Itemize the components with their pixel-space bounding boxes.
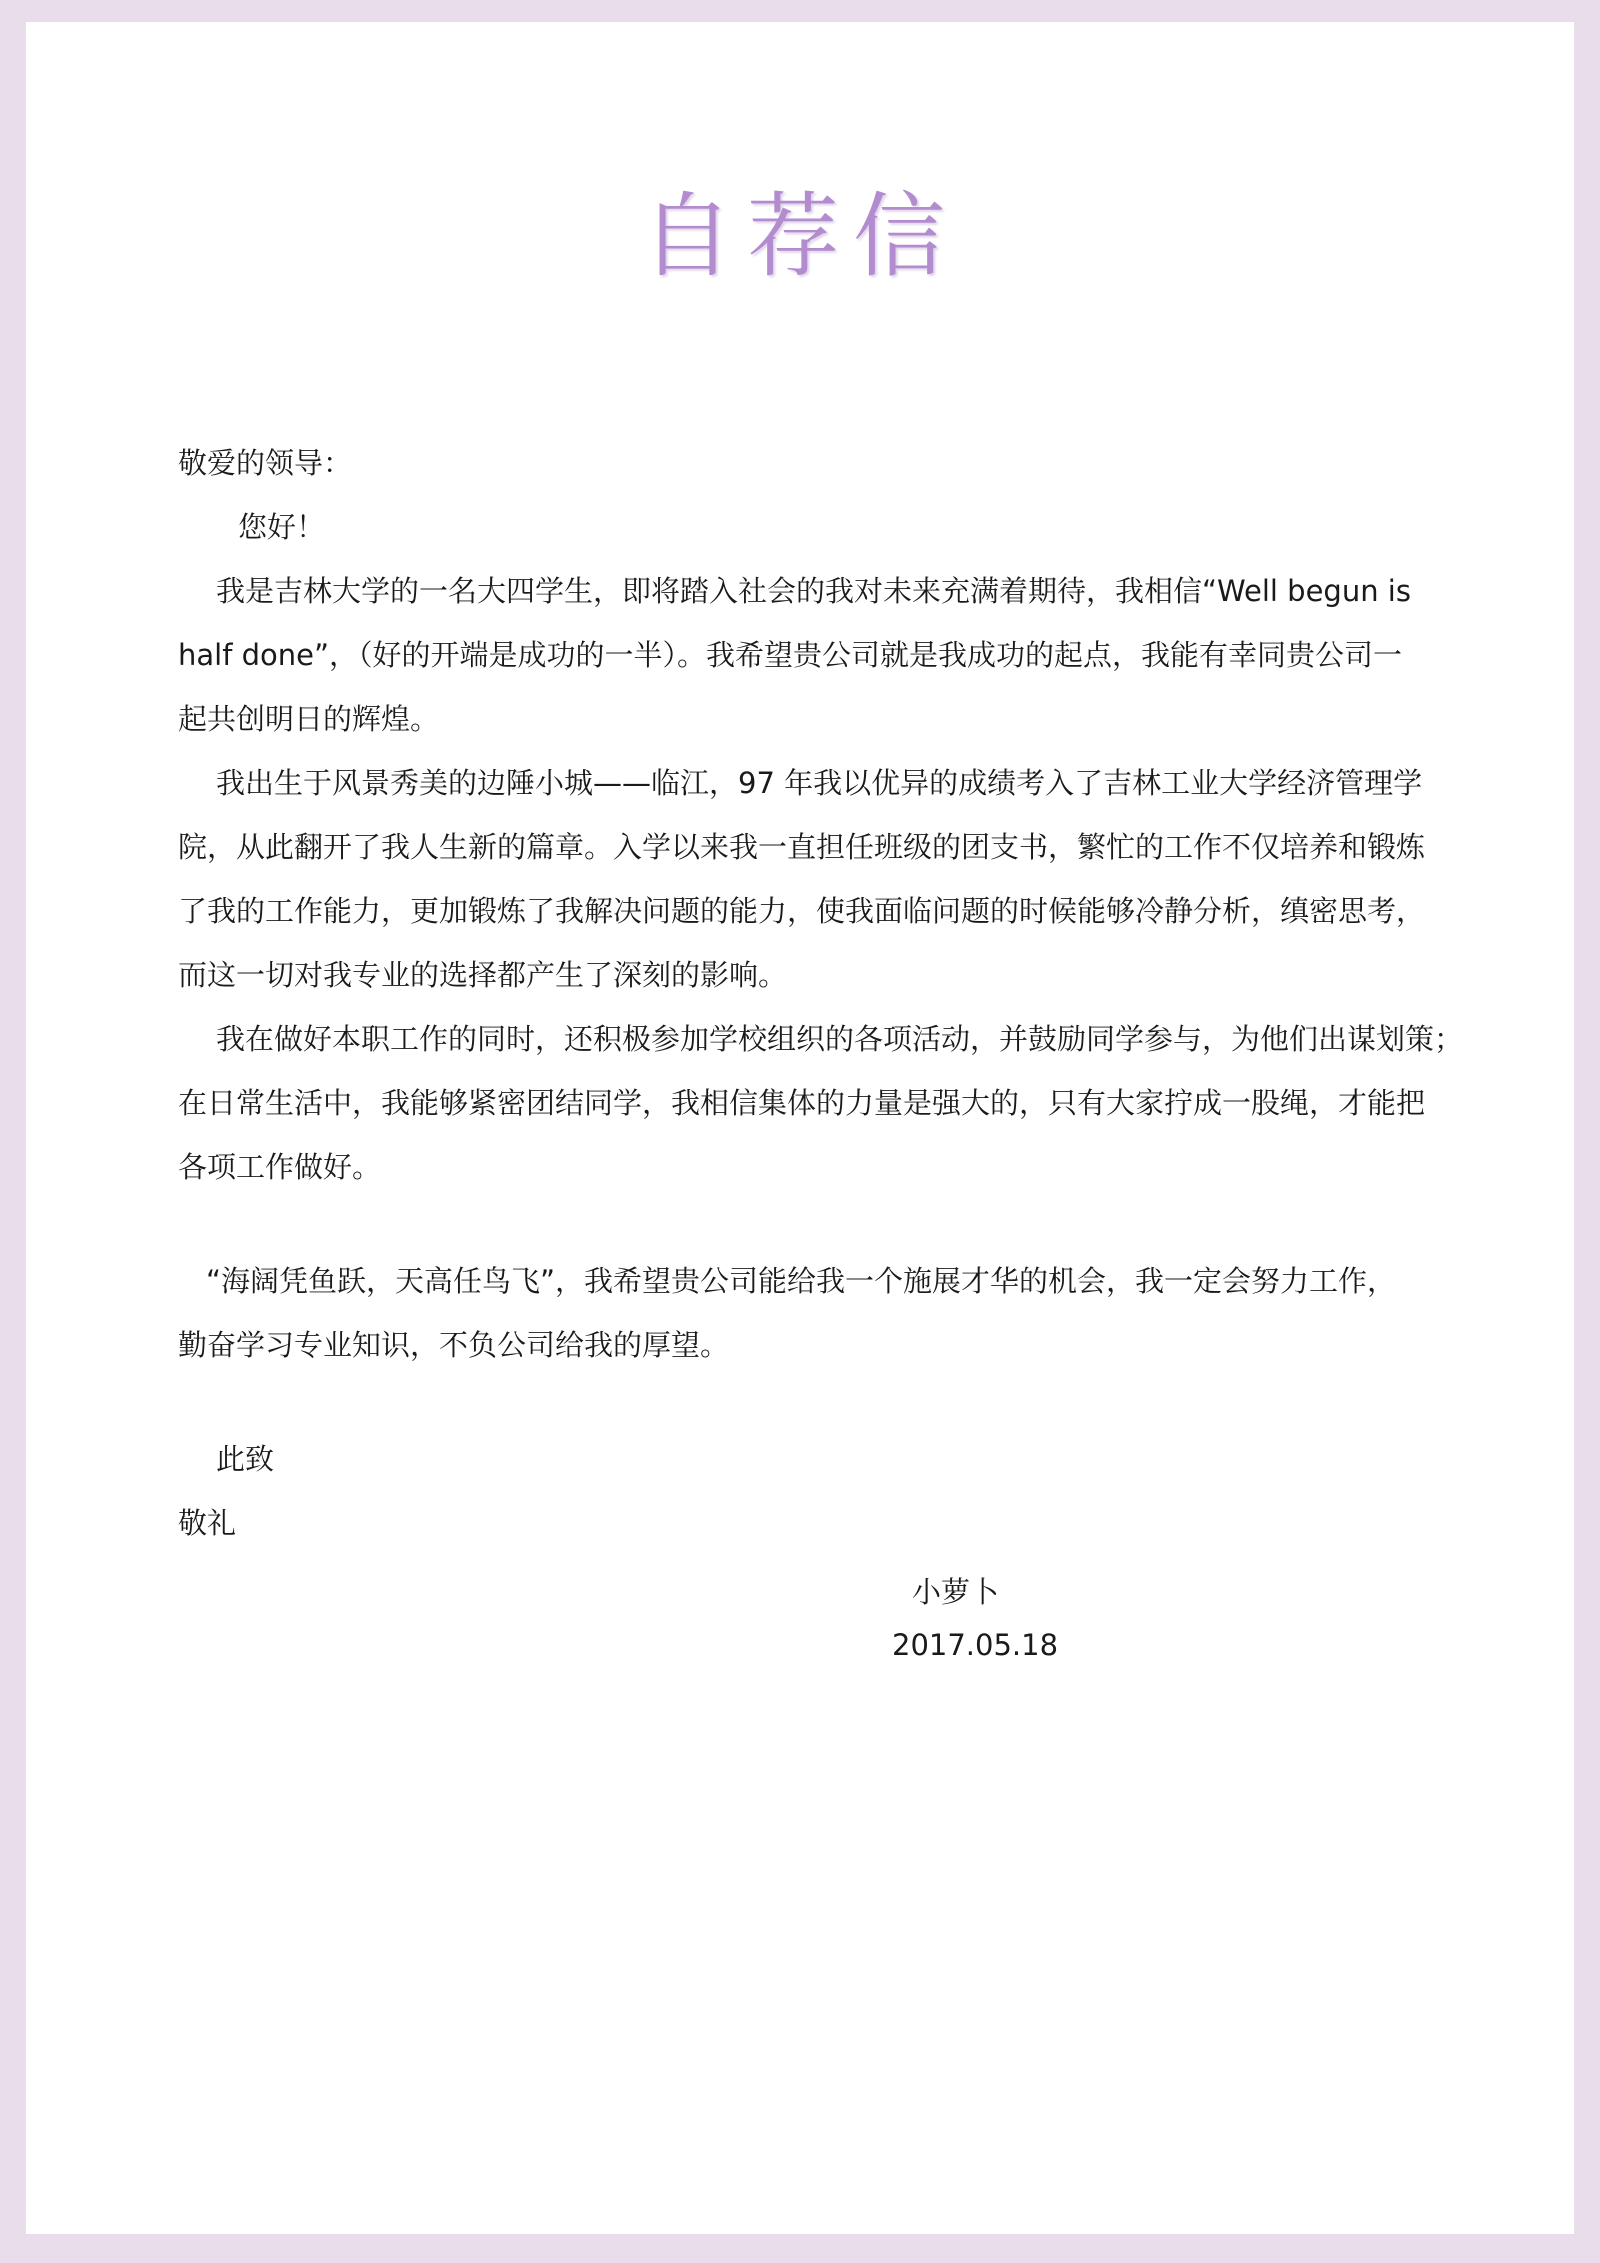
- paragraph-line: 我出生于风景秀美的边陲小城——临江，97 年我以优异的成绩考入了吉林工业大学经济管理学: [216, 766, 1423, 800]
- paragraph-line: 在日常生活中，我能够紧密团结同学，我相信集体的力量是强大的，只有大家拧成一股绳，才能把: [178, 1086, 1426, 1120]
- closing-jingli: 敬礼: [178, 1506, 237, 1540]
- letter-title: 自荐信: [640, 183, 959, 290]
- closing-cizhi: 此致: [216, 1442, 275, 1476]
- paragraph-line: 我在做好本职工作的同时，还积极参加学校组织的各项活动，并鼓励同学参与，为他们出谋划策；: [216, 1022, 1464, 1056]
- paragraph-line: 各项工作做好。: [178, 1150, 382, 1184]
- paragraph-line: 起共创明日的辉煌。: [178, 702, 440, 736]
- signature-name: 小萝卜: [912, 1575, 1000, 1609]
- spacer: [178, 1377, 1503, 1427]
- paragraph-line: 勤奋学习专业知识，不负公司给我的厚望。: [178, 1328, 730, 1362]
- paragraph-3: [178, 1007, 1503, 1199]
- salutation: 敬爱的领导：: [178, 446, 353, 480]
- paragraph-1: [178, 559, 1503, 751]
- paragraph-line: half done”，（好的开端是成功的一半）。我希望贵公司就是我成功的起点，我能有幸同贵公司一: [178, 638, 1403, 672]
- paragraph-2: [178, 751, 1503, 1007]
- letter-page: [26, 22, 1574, 2234]
- paragraph-line: “海阔凭鱼跃，天高任鸟飞”，我希望贵公司能给我一个施展才华的机会，我一定会努力工作，: [206, 1264, 1397, 1298]
- paragraph-4: [178, 1249, 1503, 1377]
- paragraph-line: 我是吉林大学的一名大四学生，即将踏入社会的我对未来充满着期待，我相信“Well begun is: [216, 574, 1411, 608]
- paragraph-line: 了我的工作能力，更加锻炼了我解决问题的能力，使我面临问题的时候能够冷静分析，缜密思考，: [178, 894, 1426, 928]
- paragraph-line: 而这一切对我专业的选择都产生了深刻的影响。: [178, 958, 788, 992]
- signature-date: 2017.05.18: [892, 1628, 1059, 1662]
- spacer: [178, 1199, 1503, 1249]
- letter-body: [178, 431, 1503, 1555]
- greeting: 您好！: [238, 510, 326, 544]
- paragraph-line: 院，从此翻开了我人生新的篇章。入学以来我一直担任班级的团支书，繁忙的工作不仅培养和锻炼: [178, 830, 1426, 864]
